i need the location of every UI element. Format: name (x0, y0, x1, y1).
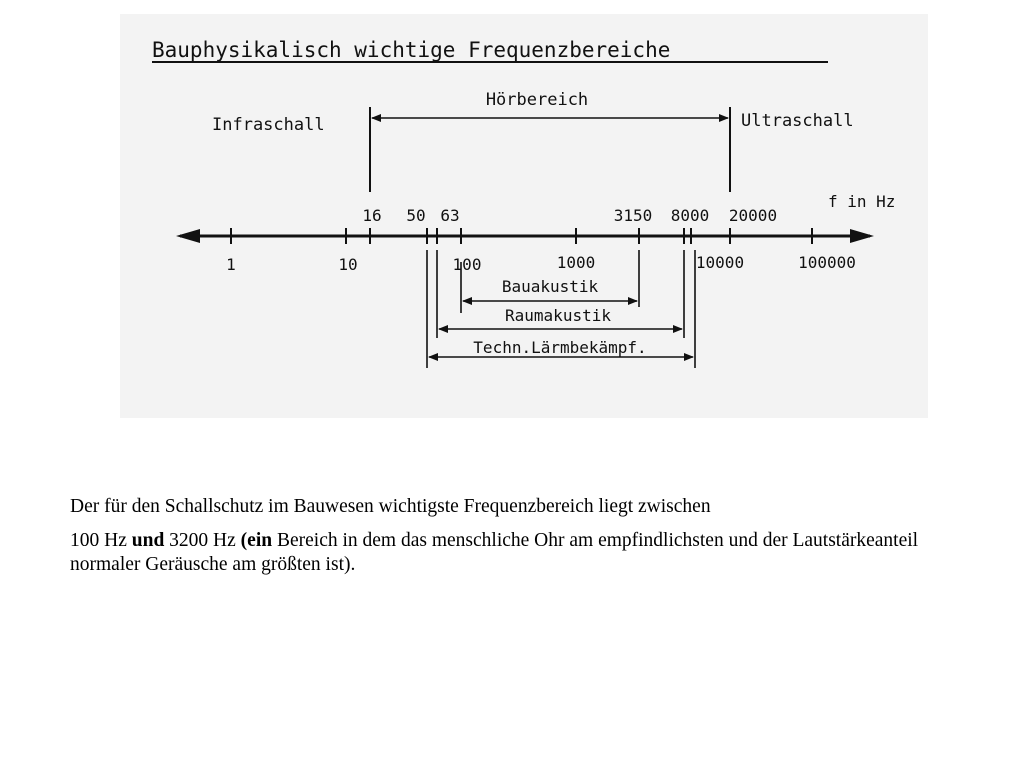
caption-text (70, 495, 990, 577)
lower-tick-label-100: 100 (452, 255, 482, 274)
axis-unit-label: f in Hz (828, 192, 896, 211)
raumakustik-label: Raumakustik (505, 306, 611, 325)
axis-left-arrowhead (176, 229, 200, 243)
laermbekaempfung-label: Techn.Lärmbekämpf. (473, 338, 647, 357)
lower-tick-label-1000: 1000 (556, 253, 596, 272)
lower-tick-label-100000: 100000 (798, 253, 856, 272)
caption-bold-ein: (ein (240, 530, 273, 551)
caption-paragraph-2 (70, 529, 990, 577)
caption-range-end: 3200 Hz (164, 530, 241, 551)
caption-range-start: 100 Hz (70, 530, 132, 551)
upper-tick-label-16: 16 (362, 206, 382, 225)
upper-tick-label-20000: 20000 (728, 206, 778, 225)
upper-tick-label-3150: 3150 (613, 206, 653, 225)
lower-tick-label-10000: 10000 (695, 253, 745, 272)
ultraschall-label: Ultraschall (741, 111, 854, 131)
upper-tick-label-50: 50 (406, 206, 426, 225)
upper-tick-label-8000: 8000 (670, 206, 710, 225)
caption-bold-und: und (131, 530, 165, 551)
infraschall-label: Infraschall (212, 115, 325, 135)
lower-tick-label-1: 1 (226, 255, 236, 274)
bauakustik-label: Bauakustik (501, 277, 599, 296)
upper-tick-label-63: 63 (440, 206, 460, 225)
caption-explanation: Bereich in dem das menschliche Ohr am empfindlichsten und der Lautstärkeanteil normaler Geräusche am größten ist). (70, 530, 919, 575)
caption-line-1: Der für den Schallschutz im Bauwesen wichtigste Frequenzbereich liegt zwischen (70, 496, 711, 517)
axis-right-arrowhead (850, 229, 874, 243)
diagram-title: Bauphysikalisch wichtige Frequenzbereiche (152, 38, 671, 62)
hoerbereich-label: Hörbereich (485, 90, 589, 110)
lower-tick-label-10: 10 (338, 255, 358, 274)
